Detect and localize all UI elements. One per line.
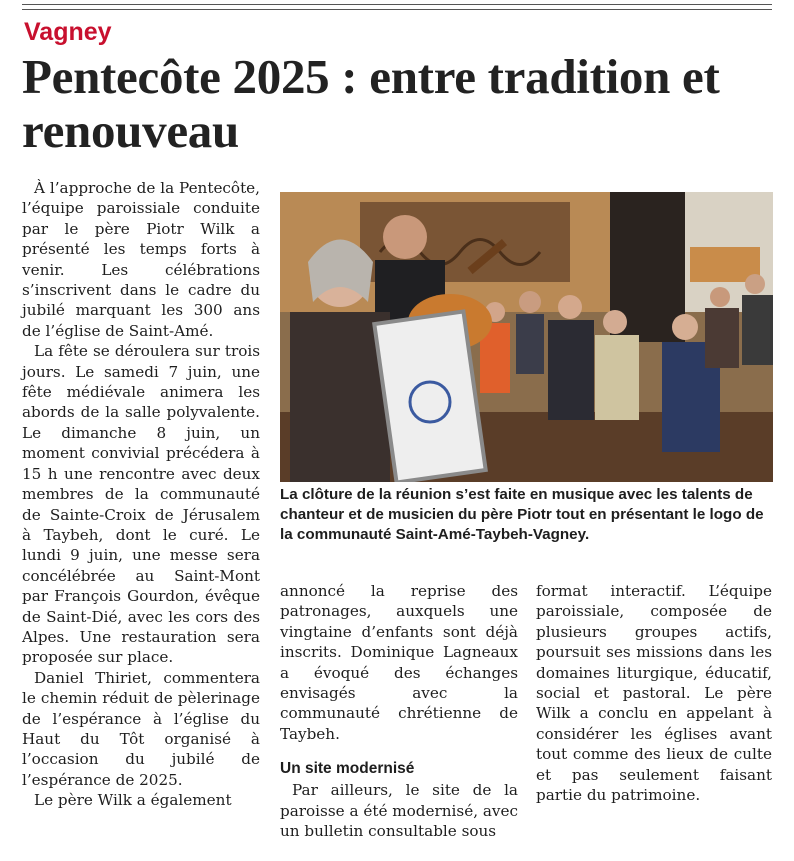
article-photo bbox=[280, 192, 773, 482]
subheading: Un site modernisé bbox=[280, 760, 415, 778]
paragraph: Daniel Thiriet, commentera le chemin réduit de pèlerinage de l’espérance à l’église du Haut du Tôt organisé à l’occasion du jubilé de l’espérance de 2025. bbox=[22, 668, 260, 789]
top-rule bbox=[22, 4, 772, 5]
photo-caption: La clôture de la réunion s’est faite en musique avec les talents de chanteur et de musicien du père Piotr tout en présentant le logo de la communauté Saint-Amé-Taybeh-Vagney. bbox=[280, 486, 764, 543]
article-column-3 bbox=[536, 581, 772, 805]
paragraph: La fête se déroulera sur trois jours. Le samedi 7 juin, une fête médiévale animera les abords de la salle polyvalente. Le dimanche 8 juin, un moment convivial précédera à 15 h une rencontre avec deux membres de la communauté de Sainte-Croix de Jérusalem à Taybeh, dont le curé. Le lundi 9 juin, une messe sera concélébrée au Saint-Mont par François Gourdon, évêque de Saint-Dié, avec les cors des Alpes. Une restauration sera proposée sur place. bbox=[22, 342, 260, 667]
section-kicker: Vagney bbox=[24, 18, 112, 46]
paragraph: annoncé la reprise des patronages, auxquels une vingtaine d’enfants sont déjà inscrits. Dominique Lagneaux a évoqué des échanges envisagés avec la communauté chrétienne de Taybeh. bbox=[280, 582, 518, 743]
article-column-1 bbox=[22, 178, 260, 811]
paragraph: format interactif. L’équipe paroissiale, composée de plusieurs groupes actifs, poursuit ses missions dans les domaines liturgique, éducatif, social et pastoral. Le père Wilk a conclu en appelant à considérer les églises avant tout comme des lieux de culte et pas seulement faisant partie du patrimoine. bbox=[536, 582, 772, 805]
top-rule-secondary bbox=[22, 9, 772, 10]
paragraph: Par ailleurs, le site de la paroisse a été modernisé, avec un bulletin consultable sous bbox=[280, 781, 518, 841]
paragraph: Le père Wilk a également bbox=[34, 791, 232, 810]
photo-illustration bbox=[280, 192, 773, 482]
article-headline: Pentecôte 2025 : entre tradition et renouveau bbox=[22, 49, 720, 158]
article-column-2 bbox=[280, 581, 518, 841]
paragraph: À l’approche de la Pentecôte, l’équipe paroissiale conduite par le père Piotr Wilk a présenté les temps forts à venir. Les célébrations s’inscrivent dans le cadre du jubilé marquant les 300 ans de l’église de Saint-Amé. bbox=[22, 179, 260, 340]
